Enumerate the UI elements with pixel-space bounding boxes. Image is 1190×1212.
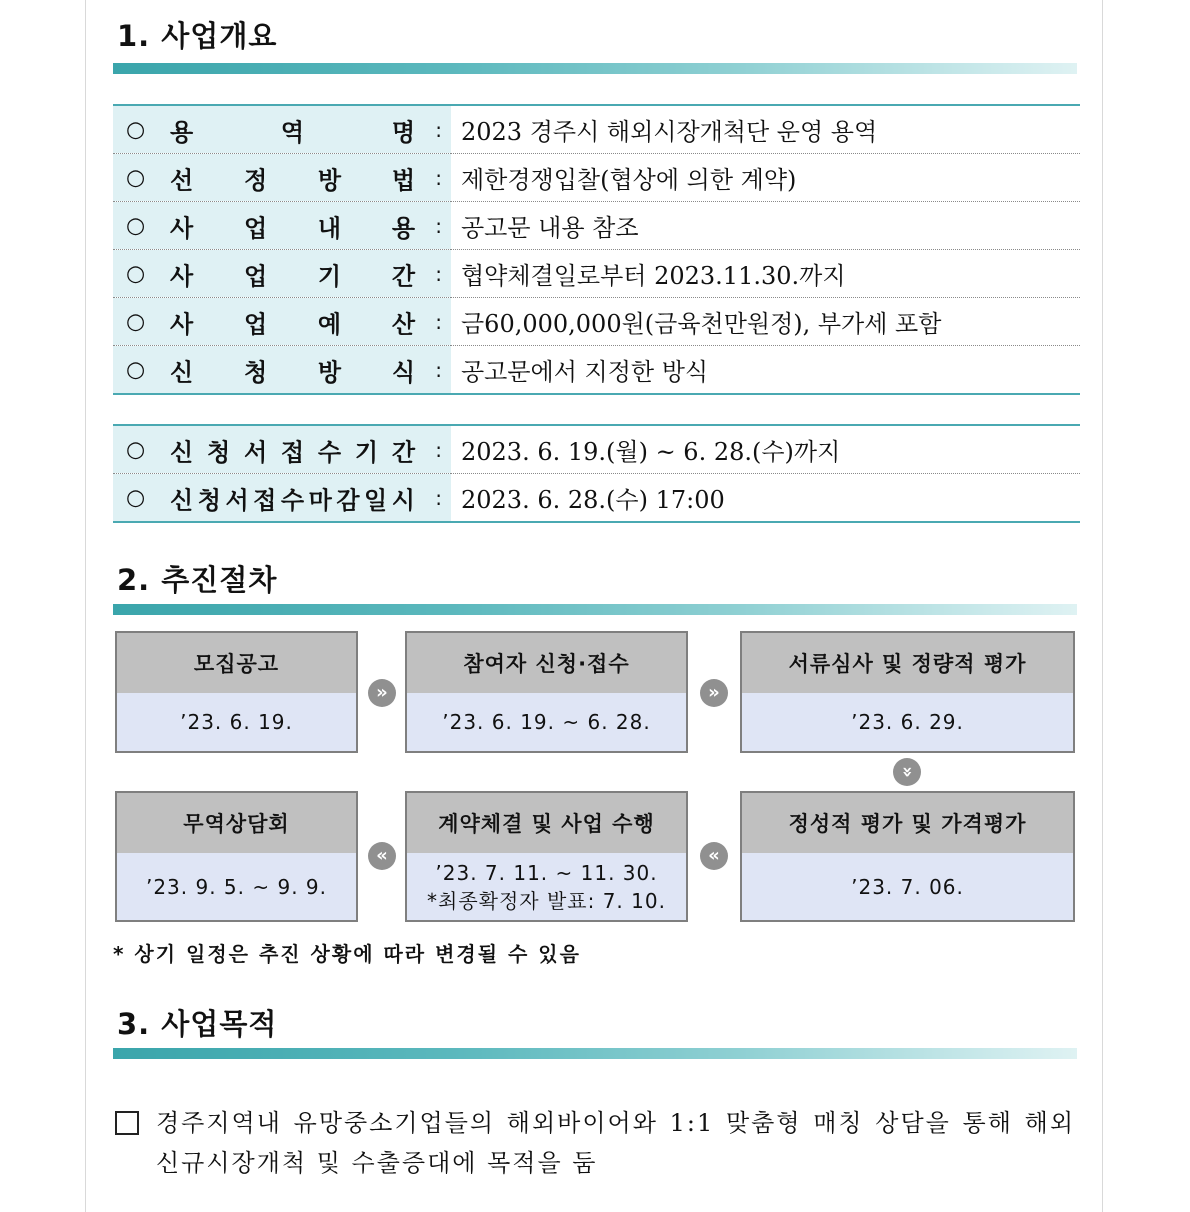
- step-title: 무역상담회: [117, 793, 356, 853]
- step-date-area: [117, 693, 356, 751]
- row-label: 용 역 명: [170, 118, 415, 146]
- process-step-trade-meeting: [115, 791, 358, 922]
- row-label: 사 업 예 산: [170, 310, 415, 338]
- arrow-right-icon: »: [368, 679, 396, 707]
- step-date: ’23. 6. 29.: [851, 710, 964, 734]
- step-date: ’23. 6. 19. ~ 6. 28.: [442, 710, 651, 734]
- application-period-table: [113, 424, 1080, 523]
- step-date-area: [117, 853, 356, 920]
- table-row: [113, 425, 1080, 474]
- row-label-cell: [113, 154, 451, 202]
- row-label: 신 청 서 접 수 마 감 일 시: [170, 486, 415, 514]
- circle-bullet-icon: ○: [126, 309, 146, 334]
- arrow-left-icon: «: [368, 842, 396, 870]
- row-label-cell: [113, 474, 451, 523]
- overview-table: [113, 104, 1080, 395]
- row-value: 2023. 6. 28.(수) 17:00: [461, 486, 725, 514]
- step-date-area: [407, 693, 686, 751]
- step-title: 참여자 신청·접수: [407, 633, 686, 693]
- process-step-qualitative-eval: [740, 791, 1075, 922]
- label-colon: :: [435, 485, 442, 510]
- table-row: [113, 346, 1080, 395]
- label-colon: :: [435, 309, 442, 334]
- table-row: [113, 154, 1080, 202]
- process-step-application: [405, 631, 688, 753]
- table-row: [113, 250, 1080, 298]
- process-step-contract: [405, 791, 688, 922]
- circle-bullet-icon: ○: [126, 213, 146, 238]
- table-row: [113, 202, 1080, 250]
- step-date: ’23. 6. 19.: [180, 710, 293, 734]
- step-note: *최종확정자 발표: 7. 10.: [427, 888, 666, 913]
- process-step-document-review: [740, 631, 1075, 753]
- section-divider-bar: [113, 63, 1077, 74]
- row-label-cell: [113, 202, 451, 250]
- row-value: 공고문에서 지정한 방식: [461, 358, 709, 386]
- step-date-area: [742, 693, 1073, 751]
- circle-bullet-icon: ○: [126, 437, 146, 462]
- row-label-cell: [113, 298, 451, 346]
- section-heading-overview: 1. 사업개요: [117, 19, 278, 53]
- circle-bullet-icon: ○: [126, 117, 146, 142]
- row-value: 2023 경주시 해외시장개척단 운영 용역: [461, 118, 878, 146]
- row-label-cell: [113, 105, 451, 154]
- row-label: 사 업 내 용: [170, 214, 415, 242]
- process-step-recruitment: [115, 631, 358, 753]
- circle-bullet-icon: ○: [126, 485, 146, 510]
- circle-bullet-icon: ○: [126, 261, 146, 286]
- row-label: 사 업 기 간: [170, 262, 415, 290]
- step-title: 계약체결 및 사업 수행: [407, 793, 686, 853]
- row-label-cell: [113, 425, 451, 474]
- checkbox-icon: [115, 1111, 139, 1135]
- section-divider-bar: [113, 604, 1077, 615]
- table-row: [113, 474, 1080, 523]
- row-label: 신 청 방 식: [170, 358, 415, 386]
- label-colon: :: [435, 437, 442, 462]
- step-title: 정성적 평가 및 가격평가: [742, 793, 1073, 853]
- section-heading-purpose: 3. 사업목적: [117, 1007, 278, 1041]
- row-value: 2023. 6. 19.(월) ~ 6. 28.(수)까지: [461, 438, 841, 466]
- arrow-right-icon: »: [700, 679, 728, 707]
- step-title: 모집공고: [117, 633, 356, 693]
- arrow-left-icon: «: [700, 842, 728, 870]
- step-date: ’23. 7. 06.: [851, 874, 964, 899]
- label-colon: :: [435, 357, 442, 382]
- purpose-text: 경주지역내 유망중소기업들의 해외바이어와 1:1 맞춤형 매칭 상담을 통해 해외 신규시장개척 및 수출증대에 목적을 둠: [156, 1109, 1075, 1177]
- table-row: [113, 298, 1080, 346]
- row-value: 금60,000,000원(금육천만원정), 부가세 포함: [461, 310, 942, 338]
- row-label-cell: [113, 346, 451, 395]
- label-colon: :: [435, 213, 442, 238]
- step-date: ’23. 9. 5. ~ 9. 9.: [145, 874, 328, 899]
- arrow-down-icon: »: [893, 758, 921, 786]
- step-date: ’23. 7. 11. ~ 11. 30.: [435, 860, 658, 885]
- label-colon: :: [435, 261, 442, 286]
- schedule-footnote: * 상기 일정은 추진 상황에 따라 변경될 수 있음: [113, 942, 581, 966]
- circle-bullet-icon: ○: [126, 357, 146, 382]
- row-label-cell: [113, 250, 451, 298]
- row-value: 제한경쟁입찰(협상에 의한 계약): [461, 166, 797, 194]
- label-colon: :: [435, 117, 442, 142]
- table-row: [113, 105, 1080, 154]
- circle-bullet-icon: ○: [126, 165, 146, 190]
- section-divider-bar: [113, 1048, 1077, 1059]
- section-heading-process: 2. 추진절차: [117, 563, 278, 597]
- label-colon: :: [435, 165, 442, 190]
- row-value: 협약체결일로부터 2023.11.30.까지: [461, 262, 846, 290]
- row-label: 신 청 서 접 수 기 간: [170, 438, 415, 466]
- step-title: 서류심사 및 정량적 평가: [742, 633, 1073, 693]
- step-date-area: [742, 853, 1073, 920]
- row-label: 선 정 방 법: [170, 166, 415, 194]
- step-date-area: [407, 853, 686, 920]
- row-value: 공고문 내용 참조: [461, 214, 639, 242]
